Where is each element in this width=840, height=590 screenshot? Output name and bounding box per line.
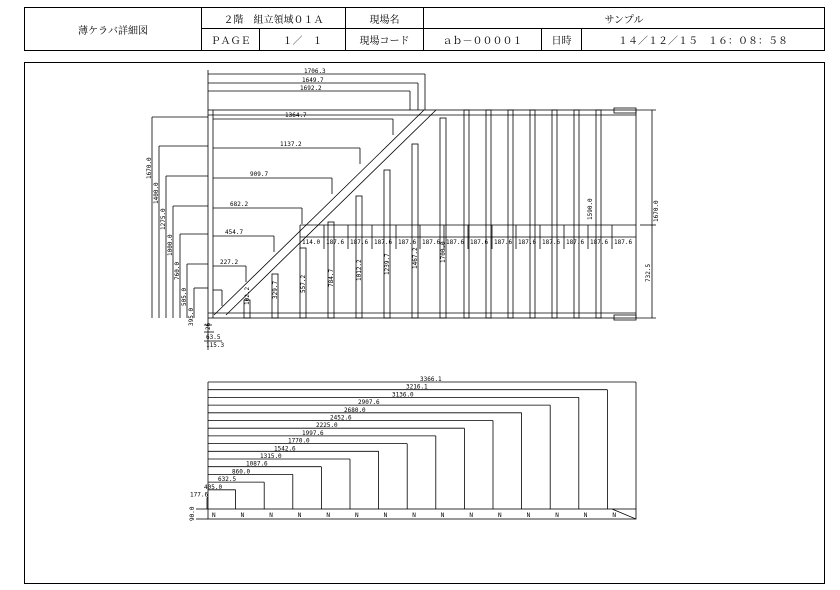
rafter xyxy=(552,110,557,318)
rafter xyxy=(530,110,535,318)
spacing-label: 187.6 xyxy=(494,239,513,246)
height-label: 505.0 xyxy=(181,287,188,306)
section-dimension-label: 2680.0 xyxy=(344,406,366,414)
section-dimension-label: 3216.1 xyxy=(406,383,428,391)
rafter-height-label: 557.2 xyxy=(300,274,307,293)
end-cap-bottom xyxy=(614,315,636,320)
section-dimension-label: 3366.1 xyxy=(420,376,442,383)
section-dimension-label: 1315.0 xyxy=(260,453,282,460)
section-dimension-label: 3136.0 xyxy=(392,391,414,399)
spacing-label: 187.6 xyxy=(566,239,585,246)
section-dimension-label: 405.0 xyxy=(204,483,223,491)
rafter-mark: N xyxy=(526,512,531,519)
site-code-value: ａｂ－００００１ xyxy=(424,29,542,50)
step-length-label: 1137.2 xyxy=(280,141,302,148)
bottom-dimension-label: 115.3 xyxy=(206,342,225,349)
spacing-label: 187.6 xyxy=(590,239,609,246)
step-length-label: 227.2 xyxy=(220,259,239,266)
height-label: 760.0 xyxy=(174,261,181,280)
section-view xyxy=(189,376,636,521)
datetime-label: 日時 xyxy=(542,29,582,50)
top-dimension-label: 1706.3 xyxy=(304,68,326,75)
spacing-label: 187.6 xyxy=(470,239,489,246)
step-length-label: 1364.7 xyxy=(285,112,307,119)
rafter-mark: N xyxy=(297,512,302,519)
section-dimension-label: 1542.6 xyxy=(274,445,296,453)
rafter xyxy=(486,110,491,318)
step-length-label: 454.7 xyxy=(225,229,244,236)
right-dimension-label: 732.5 xyxy=(645,263,652,282)
rafter-height-label: 1012.2 xyxy=(356,259,363,281)
right-dimension-label: 1670.0 xyxy=(653,200,660,222)
section-dimension-label: 1087.6 xyxy=(246,460,268,468)
section-height-label: 90.0 xyxy=(189,506,196,521)
height-label: 1000.0 xyxy=(167,234,174,256)
spacing-label: 187.6 xyxy=(350,239,369,246)
section-dimension-label: 1770.0 xyxy=(288,437,310,445)
rafter-height-label: 784.7 xyxy=(328,268,335,287)
rafter-mark: N xyxy=(412,512,416,519)
rafter xyxy=(356,196,362,318)
spacing-label: 114.0 xyxy=(302,239,321,246)
right-rafter-label: 1590.0 xyxy=(587,198,594,220)
rafter-mark: N xyxy=(440,512,445,519)
hip-beam xyxy=(214,110,424,315)
section-dimension-label: 860.0 xyxy=(232,468,251,476)
spacing-label: 187.6 xyxy=(374,239,393,246)
bottom-dimension-label: 26 xyxy=(205,322,212,330)
end-cap-top xyxy=(614,108,636,113)
spacing-label: 187.6 xyxy=(542,239,561,246)
page-value: １／ １ xyxy=(260,29,346,50)
spacing-label: 187.6 xyxy=(422,239,441,246)
section-dimension-label: 1997.6 xyxy=(302,429,324,437)
section-dimension-label: 2225.0 xyxy=(316,422,338,430)
rafter-height-label: 1700.0 xyxy=(440,241,447,263)
spacing-label: 187.6 xyxy=(518,239,537,246)
rafter-height-label: 102.2 xyxy=(244,286,251,305)
section-dimension-label: 2907.6 xyxy=(358,399,380,407)
rafter-mark: N xyxy=(583,512,588,519)
section-dimension-label: 2452.6 xyxy=(330,414,352,422)
floor-label: ２階 組立領域０１Ａ xyxy=(202,8,346,29)
rafter-mark: N xyxy=(269,512,273,519)
rafter xyxy=(574,110,579,318)
rafter xyxy=(440,118,446,318)
bottom-dimension-label: 63.5 xyxy=(206,334,221,341)
site-name-label: 現場名 xyxy=(346,8,424,29)
rafter-height-label: 1239.7 xyxy=(384,253,391,275)
section-dimension-label: 177.6 xyxy=(190,491,209,499)
rafter-mark: N xyxy=(469,512,474,519)
rafter-mark: N xyxy=(612,512,617,519)
spacing-label: 187.6 xyxy=(398,239,417,246)
height-label: 1275.0 xyxy=(160,208,167,230)
spacing-label: 187.6 xyxy=(326,239,345,246)
rafter-mark: N xyxy=(355,512,359,519)
rafter-mark: N xyxy=(212,512,216,519)
top-dimension-label: 1649.7 xyxy=(302,77,324,84)
rafter xyxy=(464,110,469,318)
site-code-label: 現場コード xyxy=(346,29,424,50)
rafter-mark: N xyxy=(498,512,502,519)
height-label: 1400.0 xyxy=(153,182,160,204)
rafter-mark: N xyxy=(240,512,245,519)
rafter-mark: N xyxy=(383,512,388,519)
top-dimension-label: 1692.2 xyxy=(300,85,322,92)
rafter-mark: N xyxy=(326,512,331,519)
section-dimension-label: 632.5 xyxy=(218,476,237,484)
rafter-height-label: 329.7 xyxy=(272,280,279,299)
datetime-value: １４／１２／１５ １６：０８：５８ xyxy=(618,36,788,47)
spacing-label: 187.6 xyxy=(614,239,633,246)
plan-view xyxy=(146,68,660,350)
step-length-label: 682.2 xyxy=(230,201,249,208)
drawing-title: 薄ケラバ詳細図 xyxy=(25,8,202,50)
spacing-label: 187.6 xyxy=(446,239,465,246)
height-label: 395.0 xyxy=(188,307,195,326)
rafter xyxy=(508,110,513,318)
rafter-height-label: 1467.2 xyxy=(412,247,419,269)
step-length-label: 909.7 xyxy=(250,171,269,178)
rafter-mark: N xyxy=(555,512,559,519)
rafter xyxy=(596,110,601,318)
rafter xyxy=(412,144,418,318)
height-label: 1670.0 xyxy=(146,157,153,179)
page-label: ＰＡＧＥ xyxy=(202,29,260,50)
site-name-value: サンプル xyxy=(424,8,824,29)
